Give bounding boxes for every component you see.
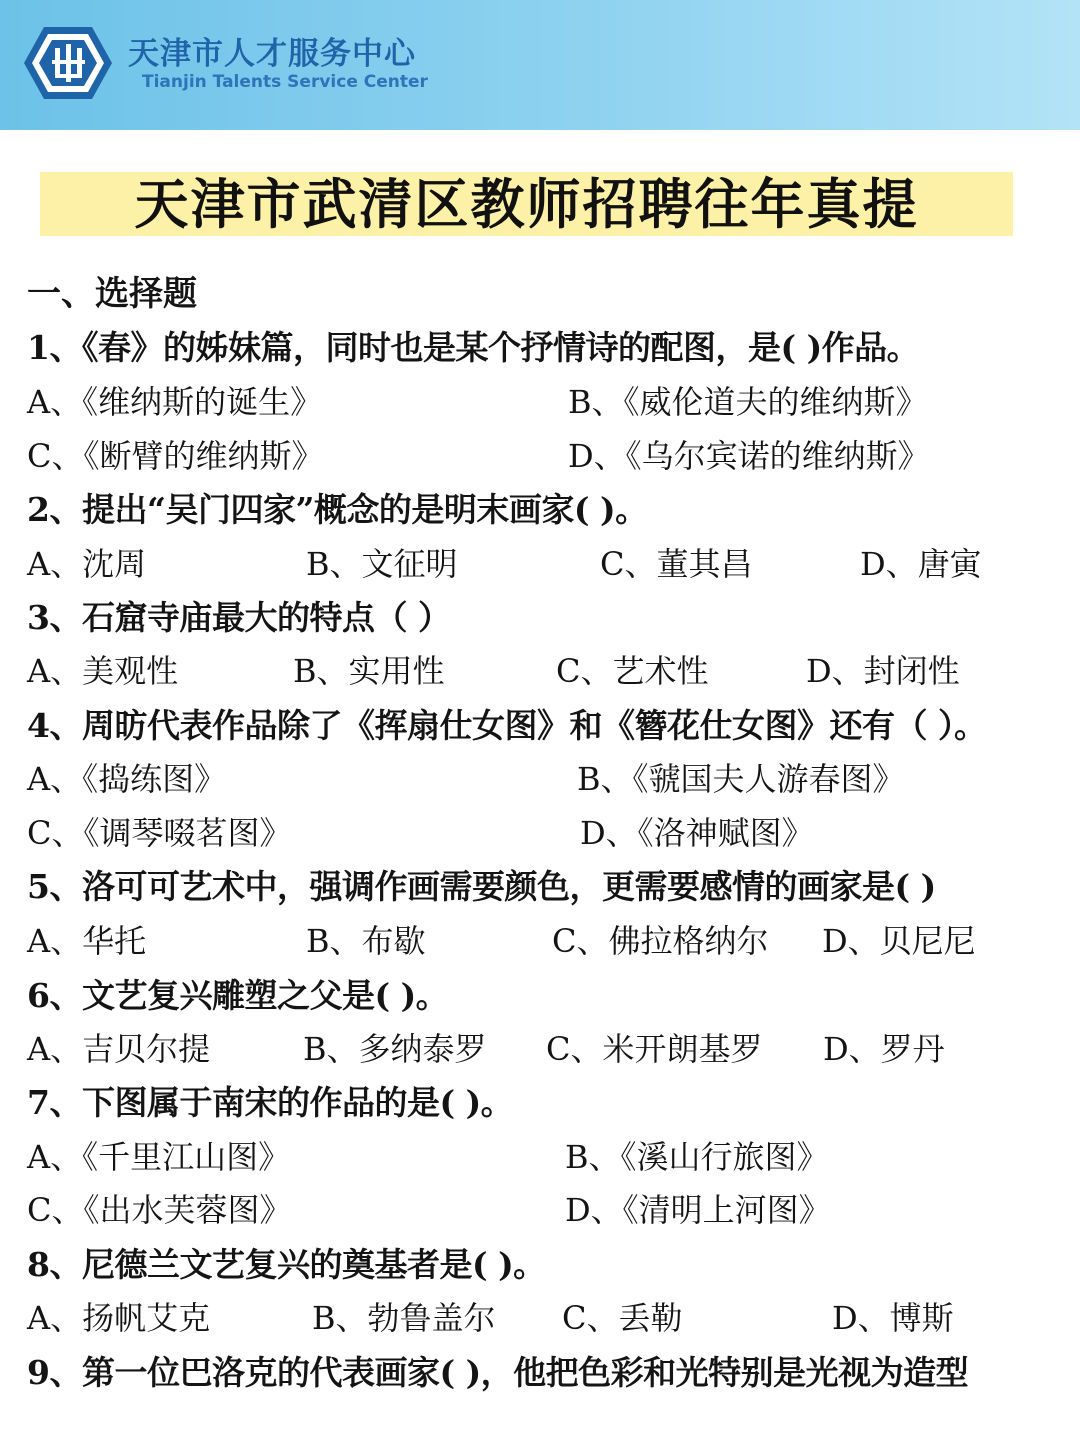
question-1: 1、《春》的姊妹篇，同时也是某个抒情诗的配图，是( )作品。 (27, 328, 920, 367)
q6-option-c: C、米开朗基罗 (546, 1030, 763, 1068)
q4-option-d: D、《洛神赋图》 (580, 814, 814, 852)
q3-option-d: D、封闭性 (806, 652, 960, 690)
q8-option-a: A、扬帆艾克 (27, 1299, 211, 1337)
q5-option-a: A、华托 (27, 922, 147, 960)
q1-option-d: D、《乌尔宾诺的维纳斯》 (568, 437, 930, 475)
q8-option-c: C、丢勒 (562, 1299, 683, 1337)
q5-option-d: D、贝尼尼 (822, 922, 976, 960)
q3-option-c: C、艺术性 (556, 652, 709, 690)
q2-option-a: A、沈周 (27, 545, 147, 583)
question-2: 2、提出“吴门四家”概念的是明末画家( )。 (27, 490, 648, 529)
q2-option-b: B、文征明 (306, 545, 458, 583)
org-name-cn: 天津市人才服务中心 (128, 36, 416, 72)
q8-option-d: D、博斯 (832, 1299, 954, 1337)
q2-option-c: C、董其昌 (600, 545, 753, 583)
q4-option-c: C、《调琴啜茗图》 (27, 814, 292, 852)
q6-option-d: D、罗丹 (823, 1030, 945, 1068)
q4-option-b: B、《虢国夫人游春图》 (577, 760, 905, 798)
tianjin-talents-logo-icon (22, 24, 114, 102)
question-3: 3、石窟寺庙最大的特点（ ） (27, 598, 451, 637)
q8-option-b: B、勃鲁盖尔 (312, 1299, 496, 1337)
question-6: 6、文艺复兴雕塑之父是( )。 (27, 976, 449, 1015)
question-7: 7、下图属于南宋的作品的是( )。 (27, 1083, 514, 1122)
org-name-en: Tianjin Talents Service Center (142, 72, 428, 92)
q3-option-a: A、美观性 (27, 652, 179, 690)
q1-option-a: A、《维纳斯的诞生》 (27, 383, 323, 421)
q6-option-a: A、吉贝尔提 (27, 1030, 211, 1068)
q7-option-b: B、《溪山行旅图》 (565, 1138, 829, 1176)
q1-option-c: C、《断臂的维纳斯》 (27, 437, 324, 475)
question-4: 4、周昉代表作品除了《挥扇仕女图》和《簪花仕女图》还有（ ）。 (27, 706, 987, 745)
q5-option-b: B、布歇 (306, 922, 426, 960)
q5-option-c: C、佛拉格纳尔 (552, 922, 769, 960)
header-banner (0, 0, 1080, 130)
q1-option-b: B、《威伦道夫的维纳斯》 (568, 383, 928, 421)
q6-option-b: B、多纳泰罗 (303, 1030, 487, 1068)
section-heading: 一、选择题 (27, 274, 197, 314)
q4-option-a: A、《捣练图》 (27, 760, 227, 798)
question-8: 8、尼德兰文艺复兴的奠基者是( )。 (27, 1245, 546, 1284)
question-5: 5、洛可可艺术中，强调作画需要颜色，更需要感情的画家是( ) (27, 867, 936, 906)
q7-option-d: D、《清明上河图》 (565, 1191, 831, 1229)
q2-option-d: D、唐寅 (860, 545, 982, 583)
page-title: 天津市武清区教师招聘往年真提 (134, 172, 919, 236)
question-9: 9、第一位巴洛克的代表画家( )，他把色彩和光特别是光视为造型 (27, 1353, 969, 1392)
q7-option-c: C、《出水芙蓉图》 (27, 1191, 292, 1229)
q7-option-a: A、《千里江山图》 (27, 1138, 291, 1176)
q3-option-b: B、实用性 (293, 652, 445, 690)
